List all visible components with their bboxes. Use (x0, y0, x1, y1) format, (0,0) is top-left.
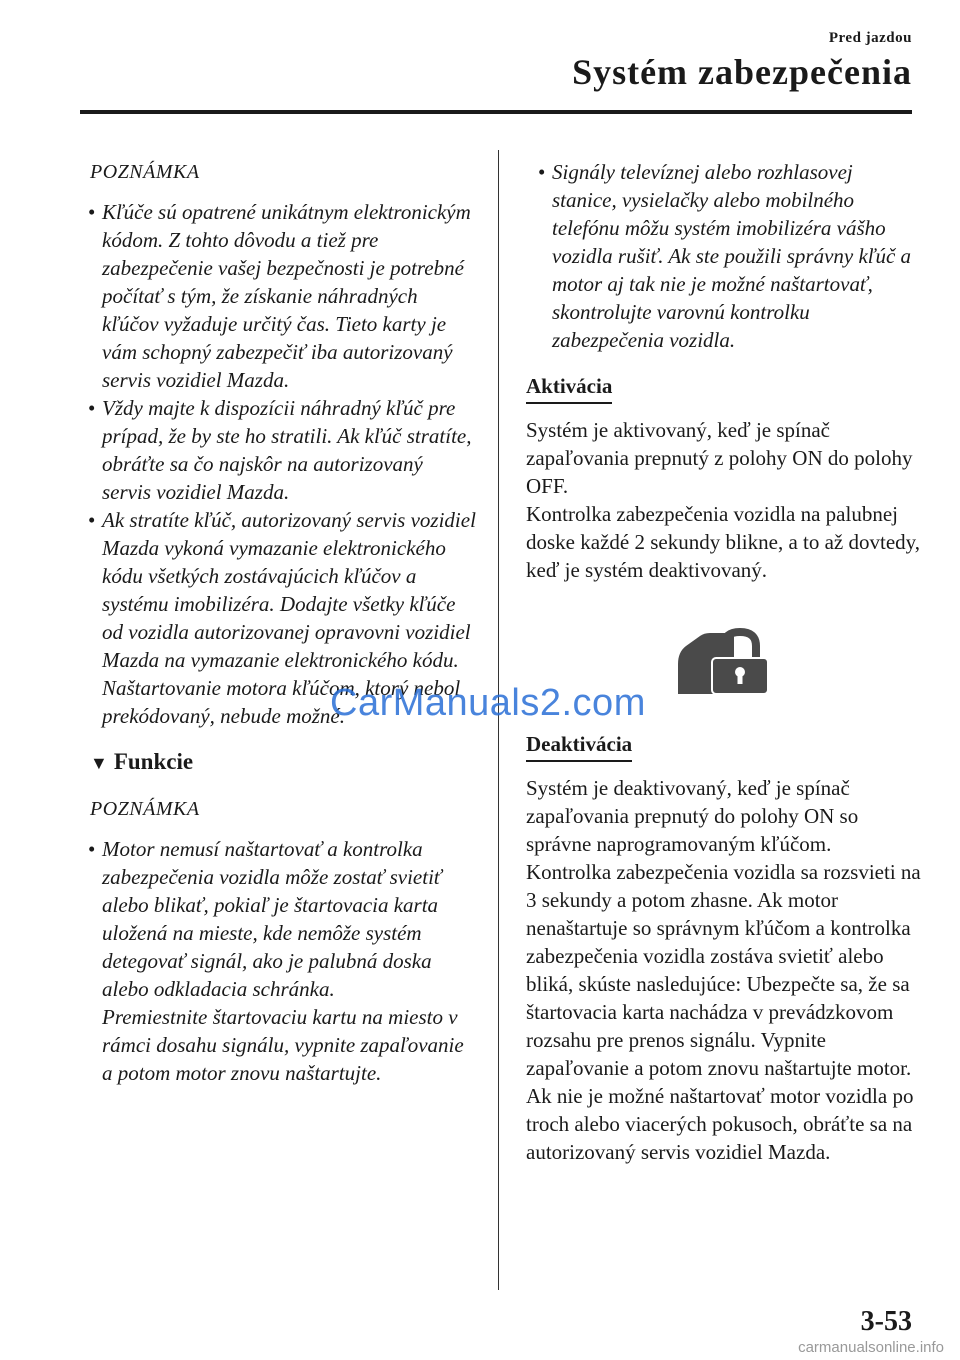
section-heading-text: Funkcie (113, 749, 194, 774)
header-rule (80, 110, 912, 114)
heading-deactivation: Deaktivácia (526, 730, 632, 762)
note-text: Premiestnite štartovaciu kartu na miesto v rámci dosahu signálu, vypnite zapaľovanie a potom motor znovu naštartujte. (102, 1005, 464, 1085)
triangle-down-icon: ▼ (90, 753, 108, 773)
deactivation-text: Systém je deaktivovaný, keď je spínač zapaľovania prepnutý do polohy ON so správne naprogramovaným kľúčom. (526, 776, 859, 856)
note-item: • Signály televíznej alebo rozhlasovej stanice, vysielačky alebo mobilného telefónu môžu systém imobilizéra vášho vozidla rušiť. Ak ste použili správny kľúč a motor aj tak nie je možné naštartovať, skontrolujte varovnú kontrolku zabezpečenia vozidla. (526, 158, 921, 354)
activation-text-2: Kontrolka zabezpečenia vozidla na palubnej doske každé 2 sekundy blikne, a to až dovtedy, keď je systém deaktivovaný. (526, 502, 921, 582)
note-title: POZNÁMKA (90, 161, 200, 183)
note-text: Naštartovanie motora kľúčom, ktorý nebol prekódovaný, nebude možné. (102, 676, 461, 728)
heading-activation: Aktivácia (526, 372, 612, 404)
right-column (526, 158, 921, 1166)
note-text: Kľúče sú opatrené unikátnym elektronickým kódom. Z tohto dôvodu a tiež pre zabezpečenie vašej bezpečnosti je potrebné počítať s tým, že získanie náhradných kľúčov vyžaduje určitý čas. Tieto karty je vám schopný zabezpečiť iba autorizovaný servis vozidiel Mazda. (102, 200, 471, 392)
activation-text: Systém je aktivovaný, keď je spínač zapaľovania prepnutý z polohy ON do polohy OFF. (526, 418, 913, 498)
note-item: • Ak stratíte kľúč, autorizovaný servis vozidiel Mazda vykoná vymazanie elektronického kódu všetkých zostávajúcich kľúčov a systému imobilizéra. Dodajte všetky kľúče od vozidla autorizovanej opravovni vozidiel Mazda na vymazanie elektronického kódu. Naštartovanie motora kľúčom, ktorý nebol prekódovaný, nebude možné. (88, 508, 476, 728)
page-number: 3-53 (860, 1306, 912, 1337)
left-column (76, 158, 476, 1087)
car-lock-indicator-icon (672, 624, 772, 698)
note-text: Motor nemusí naštartovať a kontrolka zabezpečenia vozidla môže zostať svietiť alebo blikať, pokiaľ je štartovacia karta uložená na mieste, kde nemôže systém detegovať signál, ako je palubná doska alebo odkladacia schránka. (102, 837, 442, 1001)
note-text: Signály televíznej alebo rozhlasovej stanice, vysielačky alebo mobilného telefónu môžu systém imobilizéra vášho vozidla rušiť. Ak ste použili správny kľúč a motor aj tak nie je možné naštartovať, skontrolujte varovnú kontrolku zabezpečenia vozidla. (552, 160, 912, 352)
section-heading-functions (90, 748, 476, 777)
note-item: • Kľúče sú opatrené unikátnym elektronickým kódom. Z tohto dôvodu a tiež pre zabezpečenie vašej bezpečnosti je potrebné počítať s tým, že získanie náhradných kľúčov vyžaduje určitý čas. Tieto karty je vám schopný zabezpečiť iba autorizovaný servis vozidiel Mazda. (76, 198, 476, 394)
note-text: Ak stratíte kľúč, autorizovaný servis vozidiel Mazda vykoná vymazanie elektronického kódu všetkých zostávajúcich kľúčov a systému imobilizéra. Dodajte všetky kľúče od vozidla autorizovanej opravovni vozidiel Mazda na vymazanie elektronického kódu. (102, 508, 476, 672)
note-text: Vždy majte k dispozícii náhradný kľúč pre prípad, že by ste ho stratili. Ak kľúč stratíte, obráťte sa čo najskôr na autorizovaný servis vozidiel Mazda. (102, 396, 472, 504)
page-title: Systém zabezpečenia (572, 52, 912, 92)
note-list (76, 198, 476, 730)
watermark-link[interactable]: CarManuals2.com (330, 682, 646, 724)
section-label: Pred jazdou (828, 30, 912, 46)
deactivation-text-2: Kontrolka zabezpečenia vozidla sa rozsvieti na 3 sekundy a potom zhasne. Ak motor nenaštartuje so správnym kľúčom a kontrolka zabezpečenia vozidla zostáva svietiť alebo bliká, skúste nasledujúce: Ubezpečte sa, že sa štartovacia karta nachádza v prevádzkovom rozsahu pre prenos signálu. Vypnite zapaľovanie a potom znovu naštartujte motor. Ak nie je možné naštartovať motor vozidla po troch alebo viacerých pokusoch, obráťte sa na autorizovaný servis vozidiel Mazda. (526, 860, 921, 1164)
footer-watermark-link[interactable]: carmanualsonline.info (798, 1339, 944, 1356)
note-list (76, 835, 476, 1087)
note-title: POZNÁMKA (90, 798, 200, 820)
note-item: • Vždy majte k dispozícii náhradný kľúč pre prípad, že by ste ho stratili. Ak kľúč stratíte, obráťte sa čo najskôr na autorizovaný servis vozidiel Mazda. (76, 394, 476, 506)
note-item: • Motor nemusí naštartovať a kontrolka zabezpečenia vozidla môže zostať svietiť alebo blikať, pokiaľ je štartovacia karta uložená na mieste, kde nemôže systém detegovať signál, ako je palubná doska alebo odkladacia schránka. Premiestnite štartovaciu kartu na miesto v rámci dosahu signálu, vypnite zapaľovanie a potom motor znovu naštartujte. (76, 835, 476, 1087)
note-list-continued (526, 158, 921, 354)
page-header (572, 30, 912, 93)
